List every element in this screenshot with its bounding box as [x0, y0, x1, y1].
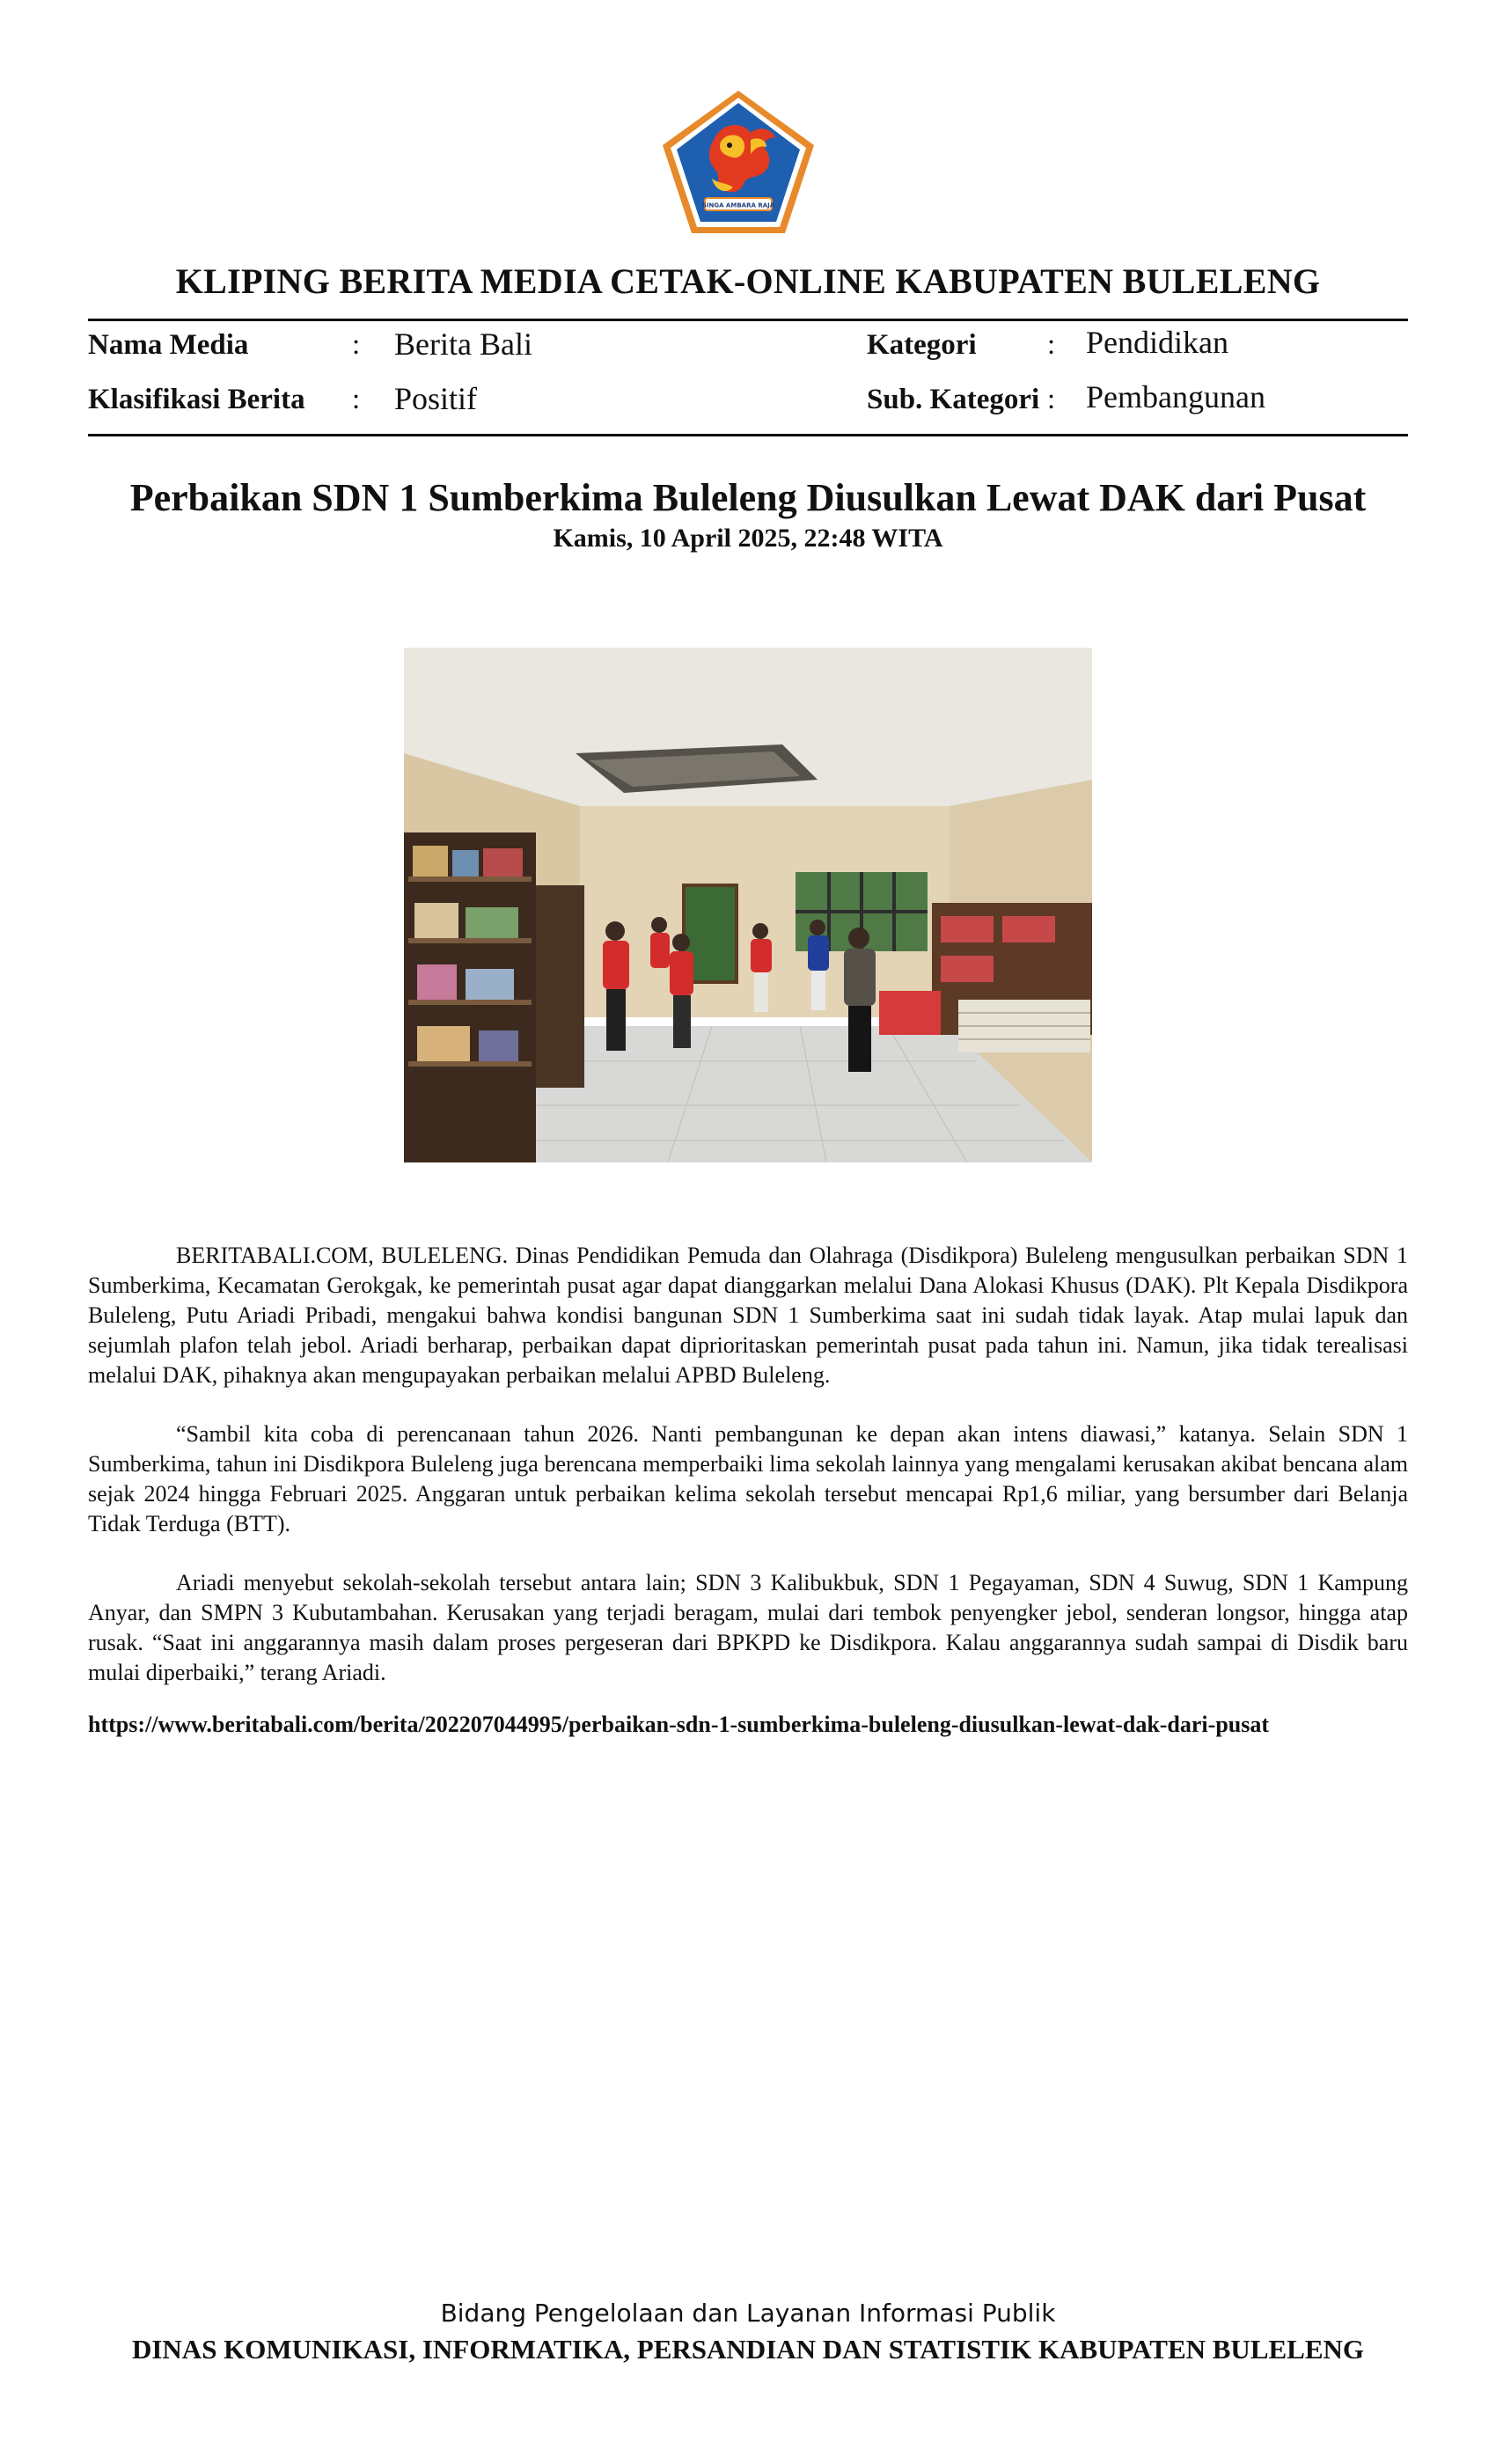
regency-logo: [659, 87, 818, 237]
category-value: Pendidikan: [1086, 325, 1228, 360]
article-paragraph: BERITABALI.COM, BULELENG. Dinas Pendidikan Pemuda dan Olahraga (Disdikpora) Buleleng mengusulkan perbaikan SDN 1 Sumberkima, Kecamatan Gerokgak, ke pemerintah pusat agar dapat dianggarkan melalui Dana Alokasi Khusus (DAK). Plt Kepala Disdikpora Buleleng, Putu Ariadi Pribadi, mengakui bahwa kondisi bangunan SDN 1 Sumberkima saat ini sudah tidak layak. Atap mulai lapuk dan sejumlah plafon telah jebol. Ariadi berharap, perbaikan dapat diprioritaskan pemerintah pusat pada tahun ini. Namun, jika tidak terealisasi melalui DAK, pihaknya akan mengupayakan perbaikan melalui APBD Buleleng.: [88, 1243, 1408, 1388]
header-bottom-divider: [88, 434, 1408, 436]
library-room-photo-icon: [404, 648, 1092, 1162]
footer-division: Bidang Pengelolaan dan Layanan Informasi Publik: [440, 2299, 1056, 2328]
classification-colon: :: [352, 384, 361, 415]
media-value: Berita Bali: [394, 326, 532, 362]
article-headline: Perbaikan SDN 1 Sumberkima Buleleng Diusulkan Lewat DAK dari Pusat: [129, 476, 1367, 519]
article-paragraph: Ariadi menyebut sekolah-sekolah tersebut antara lain; SDN 3 Kalibukbuk, SDN 1 Pegayaman, SDN 4 Suwug, SDN 1 Kampung Anyar, dan SMPN 3 Kubutambahan. Kerusakan yang terjadi beragam, mulai dari tembok penyengker jebol, senderan longsor, hingga atap rusak. “Saat ini anggarannya masih dalam proses pergeseran dari BPKPD ke Disdikpora. Kalau anggarannya sudah sampai di Disdik baru mulai diperbaiki,” terang Ariadi.: [88, 1570, 1408, 1685]
classification-label: Klasifikasi Berita: [88, 384, 305, 415]
article-body: [88, 1241, 1408, 1717]
article-photo: [404, 648, 1092, 1162]
document-title: KLIPING BERITA MEDIA CETAK-ONLINE KABUPATEN BULELENG: [175, 261, 1321, 301]
singa-ambara-raja-crest-icon: [659, 87, 818, 237]
subcategory-label: Sub. Kategori: [867, 384, 1040, 415]
category-label: Kategori: [867, 329, 977, 361]
header-top-divider: [88, 319, 1408, 321]
svg-text:SINGA AMBARA RAJA: SINGA AMBARA RAJA: [701, 202, 775, 209]
category-colon: :: [1047, 329, 1056, 361]
subcategory-value: Pembangunan: [1086, 379, 1265, 414]
subcategory-colon: :: [1047, 384, 1056, 415]
article-paragraph: “Sambil kita coba di perencanaan tahun 2026. Nanti pembangunan ke depan akan intens diawasi,” katanya. Selain SDN 1 Sumberkima, tahun ini Disdikpora Buleleng juga berencana memperbaiki lima sekolah lainnya yang mengalami kerusakan akibat bencana alam sejak 2024 hingga Februari 2025. Anggaran untuk perbaikan kelima sekolah tersebut mencapai Rp1,6 miliar, yang bersumber dari Belanja Tidak Terduga (BTT).: [88, 1421, 1408, 1536]
media-label: Nama Media: [88, 329, 249, 361]
article-date: Kamis, 10 April 2025, 22:48 WITA: [553, 524, 943, 553]
footer-agency: DINAS KOMUNIKASI, INFORMATIKA, PERSANDIAN DAN STATISTIK KABUPATEN BULELENG: [131, 2334, 1365, 2365]
media-colon: :: [352, 329, 361, 361]
source-link[interactable]: https://www.beritabali.com/berita/202207044995/perbaikan-sdn-1-sumberkima-buleleng-diusulkan-lewat-dak-dari-pusat: [88, 1712, 1270, 1737]
classification-value: Positif: [394, 381, 478, 416]
